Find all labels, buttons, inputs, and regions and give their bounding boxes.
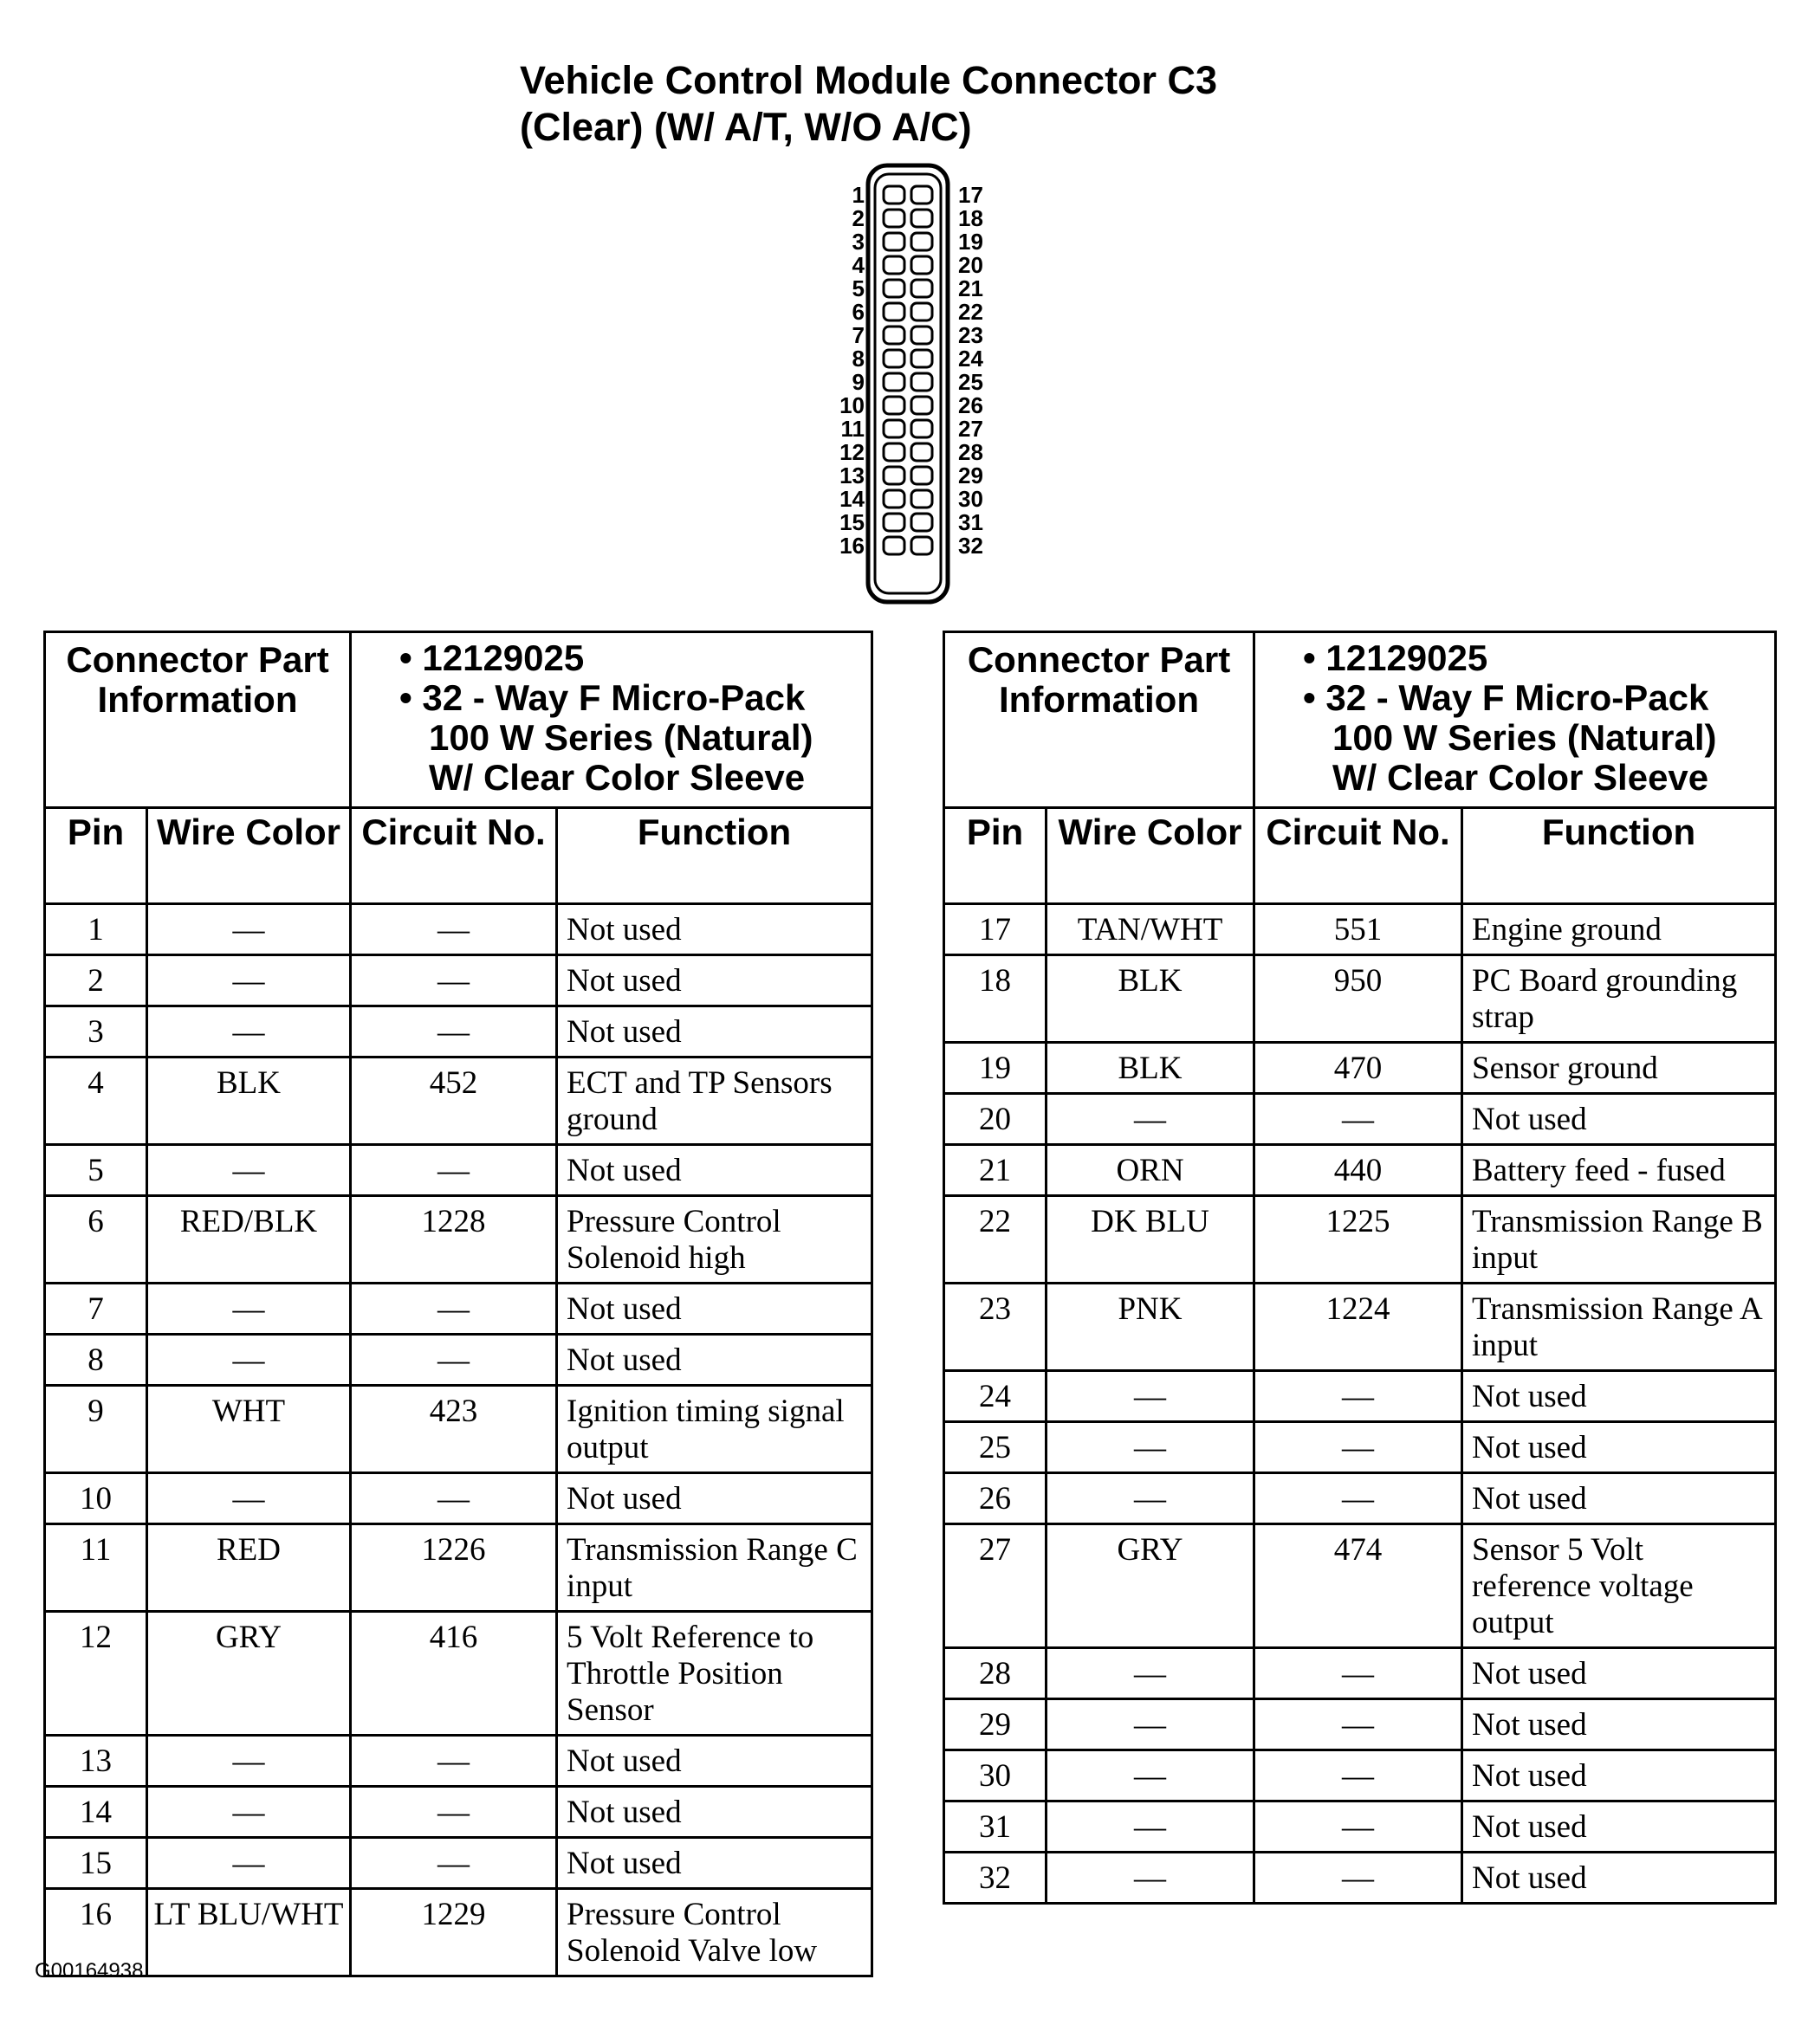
wire-color-cell: — bbox=[147, 1473, 351, 1524]
pin-number-label: 28 bbox=[958, 439, 983, 465]
pin-cell: 4 bbox=[45, 1058, 147, 1145]
circuit-cell: — bbox=[1254, 1699, 1462, 1750]
circuit-cell: — bbox=[1254, 1422, 1462, 1473]
table-row bbox=[45, 1284, 872, 1335]
circuit-cell: — bbox=[1254, 1094, 1462, 1145]
function-cell: Transmission Range B input bbox=[1462, 1196, 1776, 1284]
pin-cavity bbox=[911, 537, 932, 554]
pin-cell: 19 bbox=[944, 1043, 1047, 1094]
pin-cell: 21 bbox=[944, 1145, 1047, 1196]
table-row bbox=[45, 1889, 872, 1976]
pin-number-label: 22 bbox=[958, 299, 983, 325]
function-cell: PC Board grounding strap bbox=[1462, 955, 1776, 1043]
pin-cell: 25 bbox=[944, 1422, 1047, 1473]
table-row bbox=[45, 1058, 872, 1145]
wire-color-cell: — bbox=[1047, 1094, 1254, 1145]
circuit-cell: 1228 bbox=[351, 1196, 557, 1284]
wire-color-cell: BLK bbox=[1047, 955, 1254, 1043]
pin-number-label: 12 bbox=[839, 439, 865, 465]
function-cell: Not used bbox=[1462, 1094, 1776, 1145]
pin-cell: 1 bbox=[45, 904, 147, 955]
function-cell: Engine ground bbox=[1462, 904, 1776, 955]
pin-number-label: 14 bbox=[839, 486, 865, 512]
part-desc-line-2: 100 W Series (Natural) bbox=[1332, 717, 1717, 758]
col-header-wire-color: Wire Color bbox=[147, 808, 351, 904]
wire-color-cell: DK BLU bbox=[1047, 1196, 1254, 1284]
circuit-cell: — bbox=[351, 1736, 557, 1787]
pin-number-label: 3 bbox=[852, 229, 865, 255]
pin-cell: 23 bbox=[944, 1284, 1047, 1371]
circuit-cell: 1225 bbox=[1254, 1196, 1462, 1284]
pin-cell: 16 bbox=[45, 1889, 147, 1976]
table-row bbox=[45, 1386, 872, 1473]
pin-cell: 12 bbox=[45, 1612, 147, 1736]
table-row bbox=[45, 955, 872, 1006]
pin-cavity bbox=[884, 303, 904, 320]
table-row bbox=[944, 1422, 1776, 1473]
pin-cell: 14 bbox=[45, 1787, 147, 1838]
pin-cell: 27 bbox=[944, 1524, 1047, 1648]
circuit-cell: — bbox=[351, 904, 557, 955]
table-row bbox=[45, 1335, 872, 1386]
pin-number-label: 29 bbox=[958, 462, 983, 488]
function-cell: Not used bbox=[1462, 1371, 1776, 1422]
circuit-cell: — bbox=[351, 1473, 557, 1524]
pin-cell: 9 bbox=[45, 1386, 147, 1473]
circuit-cell: 1226 bbox=[351, 1524, 557, 1612]
function-cell: ECT and TP Sensors ground bbox=[557, 1058, 872, 1145]
part-number: • 12129025 bbox=[399, 637, 585, 678]
pinout-table-left bbox=[43, 631, 873, 1977]
circuit-cell: 1229 bbox=[351, 1889, 557, 1976]
circuit-cell: 452 bbox=[351, 1058, 557, 1145]
pin-number-label: 7 bbox=[852, 322, 865, 348]
circuit-cell: — bbox=[1254, 1801, 1462, 1853]
col-header-function: Function bbox=[1462, 808, 1776, 904]
pin-cavity bbox=[884, 443, 904, 461]
function-cell: Sensor ground bbox=[1462, 1043, 1776, 1094]
pin-cavity bbox=[911, 186, 932, 204]
pin-cavity bbox=[884, 210, 904, 227]
pin-number-label: 27 bbox=[958, 416, 983, 442]
pin-cavity bbox=[884, 490, 904, 508]
table-row bbox=[944, 955, 1776, 1043]
circuit-cell: — bbox=[351, 1838, 557, 1889]
pin-cell: 5 bbox=[45, 1145, 147, 1196]
circuit-cell: — bbox=[1254, 1473, 1462, 1524]
table-row bbox=[944, 1524, 1776, 1648]
table-row bbox=[944, 1699, 1776, 1750]
pin-number-label: 13 bbox=[839, 462, 865, 488]
pin-cell: 2 bbox=[45, 955, 147, 1006]
table-row bbox=[45, 1612, 872, 1736]
pin-cavity bbox=[911, 327, 932, 344]
col-header-circuit: Circuit No. bbox=[1254, 808, 1462, 904]
function-cell: Pressure Control Solenoid high bbox=[557, 1196, 872, 1284]
circuit-cell: 423 bbox=[351, 1386, 557, 1473]
pin-cavity bbox=[911, 443, 932, 461]
col-header-wire-color: Wire Color bbox=[1047, 808, 1254, 904]
wire-color-cell: GRY bbox=[147, 1612, 351, 1736]
connector-face-diagram bbox=[814, 160, 1014, 611]
pin-cavity bbox=[884, 327, 904, 344]
table-row bbox=[944, 1801, 1776, 1853]
circuit-cell: — bbox=[1254, 1371, 1462, 1422]
wire-color-cell: — bbox=[147, 1006, 351, 1058]
table-row bbox=[944, 1196, 1776, 1284]
wire-color-cell: ORN bbox=[1047, 1145, 1254, 1196]
page-title bbox=[520, 57, 1386, 151]
circuit-cell: 950 bbox=[1254, 955, 1462, 1043]
pin-cell: 18 bbox=[944, 955, 1047, 1043]
table-row bbox=[944, 1853, 1776, 1904]
part-number: • 12129025 bbox=[1303, 637, 1488, 678]
pin-cell: 20 bbox=[944, 1094, 1047, 1145]
table-row bbox=[944, 904, 1776, 955]
pin-cavity bbox=[884, 350, 904, 367]
wire-color-cell: — bbox=[1047, 1750, 1254, 1801]
function-cell: Not used bbox=[557, 904, 872, 955]
function-cell: Ignition timing signal output bbox=[557, 1386, 872, 1473]
pin-cell: 22 bbox=[944, 1196, 1047, 1284]
function-cell: Not used bbox=[557, 1145, 872, 1196]
function-cell: Not used bbox=[1462, 1422, 1776, 1473]
part-desc-line-1: • 32 - Way F Micro-Pack bbox=[399, 677, 806, 718]
wire-color-cell: — bbox=[1047, 1853, 1254, 1904]
part-info-values bbox=[351, 632, 872, 808]
function-cell: Not used bbox=[557, 955, 872, 1006]
pinout-table-right bbox=[943, 631, 1777, 1905]
figure-id: G00164938 bbox=[35, 1959, 144, 1983]
pin-cell: 13 bbox=[45, 1736, 147, 1787]
table-row bbox=[45, 1838, 872, 1889]
circuit-cell: 470 bbox=[1254, 1043, 1462, 1094]
circuit-cell: 474 bbox=[1254, 1524, 1462, 1648]
function-cell: Sensor 5 Volt reference voltage output bbox=[1462, 1524, 1776, 1648]
wire-color-cell: WHT bbox=[147, 1386, 351, 1473]
table-row bbox=[45, 1473, 872, 1524]
function-cell: Not used bbox=[1462, 1648, 1776, 1699]
wire-color-cell: — bbox=[1047, 1371, 1254, 1422]
connector-housing bbox=[868, 165, 948, 602]
table-row bbox=[944, 1094, 1776, 1145]
pin-number-label: 18 bbox=[958, 205, 983, 231]
circuit-cell: 416 bbox=[351, 1612, 557, 1736]
title-line-2: (Clear) (W/ A/T, W/O A/C) bbox=[520, 105, 972, 149]
pin-cavity bbox=[911, 280, 932, 297]
table-row bbox=[944, 1043, 1776, 1094]
pin-cell: 30 bbox=[944, 1750, 1047, 1801]
pin-number-label: 11 bbox=[840, 416, 865, 442]
table-row bbox=[45, 904, 872, 955]
table-row bbox=[45, 1736, 872, 1787]
col-header-pin: Pin bbox=[944, 808, 1047, 904]
pin-cell: 28 bbox=[944, 1648, 1047, 1699]
table-row bbox=[45, 1524, 872, 1612]
wire-color-cell: — bbox=[1047, 1648, 1254, 1699]
part-info-label: Connector Part Information bbox=[45, 632, 351, 808]
pin-number-label: 23 bbox=[958, 322, 983, 348]
circuit-cell: — bbox=[351, 1145, 557, 1196]
function-cell: Not used bbox=[1462, 1853, 1776, 1904]
part-desc-line-1: • 32 - Way F Micro-Pack bbox=[1303, 677, 1709, 718]
function-cell: Not used bbox=[557, 1787, 872, 1838]
pin-cavity bbox=[884, 233, 904, 250]
circuit-cell: — bbox=[1254, 1853, 1462, 1904]
function-cell: Not used bbox=[1462, 1750, 1776, 1801]
pin-cavity bbox=[884, 420, 904, 437]
pin-cavity bbox=[884, 397, 904, 414]
wire-color-cell: — bbox=[147, 904, 351, 955]
pin-cavity bbox=[884, 514, 904, 531]
function-cell: Battery feed - fused bbox=[1462, 1145, 1776, 1196]
part-desc-line-2: 100 W Series (Natural) bbox=[429, 717, 813, 758]
wire-color-cell: BLK bbox=[1047, 1043, 1254, 1094]
pin-cavity bbox=[911, 420, 932, 437]
function-cell: Not used bbox=[557, 1736, 872, 1787]
pin-cavity bbox=[884, 280, 904, 297]
pin-cavity bbox=[911, 467, 932, 484]
function-cell: Transmission Range C input bbox=[557, 1524, 872, 1612]
part-desc-line-3: W/ Clear Color Sleeve bbox=[1332, 757, 1709, 798]
circuit-cell: — bbox=[351, 1335, 557, 1386]
pin-cell: 7 bbox=[45, 1284, 147, 1335]
pin-number-label: 26 bbox=[958, 392, 983, 418]
table-row bbox=[45, 1787, 872, 1838]
pin-cavity bbox=[911, 397, 932, 414]
pin-cavity bbox=[884, 467, 904, 484]
pin-cell: 26 bbox=[944, 1473, 1047, 1524]
wire-color-cell: BLK bbox=[147, 1058, 351, 1145]
function-cell: Not used bbox=[557, 1284, 872, 1335]
pin-number-label: 24 bbox=[958, 346, 983, 372]
wire-color-cell: — bbox=[1047, 1699, 1254, 1750]
pin-cavity bbox=[884, 256, 904, 274]
pin-cell: 6 bbox=[45, 1196, 147, 1284]
wire-color-cell: — bbox=[147, 1145, 351, 1196]
table-row bbox=[944, 1145, 1776, 1196]
pin-number-label: 17 bbox=[958, 182, 983, 208]
table-row bbox=[944, 1284, 1776, 1371]
pin-cell: 29 bbox=[944, 1699, 1047, 1750]
col-header-function: Function bbox=[557, 808, 872, 904]
function-cell: Not used bbox=[1462, 1473, 1776, 1524]
function-cell: Not used bbox=[1462, 1801, 1776, 1853]
pin-cell: 15 bbox=[45, 1838, 147, 1889]
part-desc-line-3: W/ Clear Color Sleeve bbox=[429, 757, 806, 798]
circuit-cell: 551 bbox=[1254, 904, 1462, 955]
wire-color-cell: — bbox=[147, 1284, 351, 1335]
wire-color-cell: — bbox=[147, 1838, 351, 1889]
function-cell: Not used bbox=[557, 1006, 872, 1058]
pin-number-label: 25 bbox=[958, 369, 983, 395]
circuit-cell: — bbox=[351, 955, 557, 1006]
pin-cavity bbox=[911, 373, 932, 391]
wire-color-cell: — bbox=[147, 1787, 351, 1838]
wire-color-cell: RED/BLK bbox=[147, 1196, 351, 1284]
wire-color-cell: LT BLU/WHT bbox=[147, 1889, 351, 1976]
pin-number-label: 6 bbox=[852, 299, 865, 325]
pin-cavity bbox=[884, 186, 904, 204]
function-cell: Not used bbox=[1462, 1699, 1776, 1750]
part-info-label: Connector Part Information bbox=[944, 632, 1254, 808]
table-row bbox=[45, 1006, 872, 1058]
pin-number-label: 19 bbox=[958, 229, 983, 255]
pin-cell: 31 bbox=[944, 1801, 1047, 1853]
pin-cell: 32 bbox=[944, 1853, 1047, 1904]
pin-number-label: 32 bbox=[958, 533, 983, 559]
pin-cavity bbox=[884, 537, 904, 554]
pin-cavity bbox=[911, 490, 932, 508]
circuit-cell: — bbox=[1254, 1750, 1462, 1801]
pin-cell: 11 bbox=[45, 1524, 147, 1612]
pin-number-label: 20 bbox=[958, 252, 983, 278]
pin-number-label: 30 bbox=[958, 486, 983, 512]
wire-color-cell: — bbox=[147, 1736, 351, 1787]
pin-number-label: 31 bbox=[958, 509, 983, 535]
function-cell: Pressure Control Solenoid Valve low bbox=[557, 1889, 872, 1976]
table-row bbox=[944, 1648, 1776, 1699]
wire-color-cell: RED bbox=[147, 1524, 351, 1612]
function-cell: 5 Volt Reference to Throttle Position Sensor bbox=[557, 1612, 872, 1736]
circuit-cell: 1224 bbox=[1254, 1284, 1462, 1371]
pin-cell: 8 bbox=[45, 1335, 147, 1386]
circuit-cell: — bbox=[1254, 1648, 1462, 1699]
pin-number-label: 8 bbox=[852, 346, 865, 372]
wire-color-cell: GRY bbox=[1047, 1524, 1254, 1648]
pin-cell: 3 bbox=[45, 1006, 147, 1058]
pin-number-label: 5 bbox=[852, 275, 865, 301]
pin-number-label: 9 bbox=[852, 369, 865, 395]
wire-color-cell: — bbox=[1047, 1473, 1254, 1524]
col-header-pin: Pin bbox=[45, 808, 147, 904]
pin-cavity bbox=[911, 210, 932, 227]
table-row bbox=[944, 1750, 1776, 1801]
pin-cavity bbox=[911, 303, 932, 320]
pin-cell: 17 bbox=[944, 904, 1047, 955]
circuit-cell: 440 bbox=[1254, 1145, 1462, 1196]
pin-cell: 24 bbox=[944, 1371, 1047, 1422]
wire-color-cell: TAN/WHT bbox=[1047, 904, 1254, 955]
pin-cell: 10 bbox=[45, 1473, 147, 1524]
pin-number-label: 2 bbox=[852, 205, 865, 231]
col-header-circuit: Circuit No. bbox=[351, 808, 557, 904]
wire-color-cell: PNK bbox=[1047, 1284, 1254, 1371]
table-row bbox=[944, 1371, 1776, 1422]
wire-color-cell: — bbox=[147, 955, 351, 1006]
circuit-cell: — bbox=[351, 1284, 557, 1335]
title-line-1: Vehicle Control Module Connector C3 bbox=[520, 58, 1218, 102]
circuit-cell: — bbox=[351, 1787, 557, 1838]
wire-color-cell: — bbox=[1047, 1801, 1254, 1853]
function-cell: Transmission Range A input bbox=[1462, 1284, 1776, 1371]
pin-number-label: 4 bbox=[852, 252, 865, 278]
table-row bbox=[45, 1145, 872, 1196]
wire-color-cell: — bbox=[1047, 1422, 1254, 1473]
table-row bbox=[45, 1196, 872, 1284]
pin-cavity bbox=[911, 233, 932, 250]
pin-cavity bbox=[911, 514, 932, 531]
pin-number-label: 15 bbox=[839, 509, 865, 535]
function-cell: Not used bbox=[557, 1473, 872, 1524]
wire-color-cell: — bbox=[147, 1335, 351, 1386]
pin-number-label: 16 bbox=[839, 533, 865, 559]
function-cell: Not used bbox=[557, 1335, 872, 1386]
part-info-values bbox=[1254, 632, 1776, 808]
pin-number-label: 21 bbox=[958, 275, 983, 301]
pin-number-label: 10 bbox=[839, 392, 865, 418]
table-row bbox=[944, 1473, 1776, 1524]
function-cell: Not used bbox=[557, 1838, 872, 1889]
pin-cavity bbox=[911, 256, 932, 274]
pin-number-label: 1 bbox=[852, 182, 865, 208]
pin-cavity bbox=[884, 373, 904, 391]
pin-cavity bbox=[911, 350, 932, 367]
circuit-cell: — bbox=[351, 1006, 557, 1058]
